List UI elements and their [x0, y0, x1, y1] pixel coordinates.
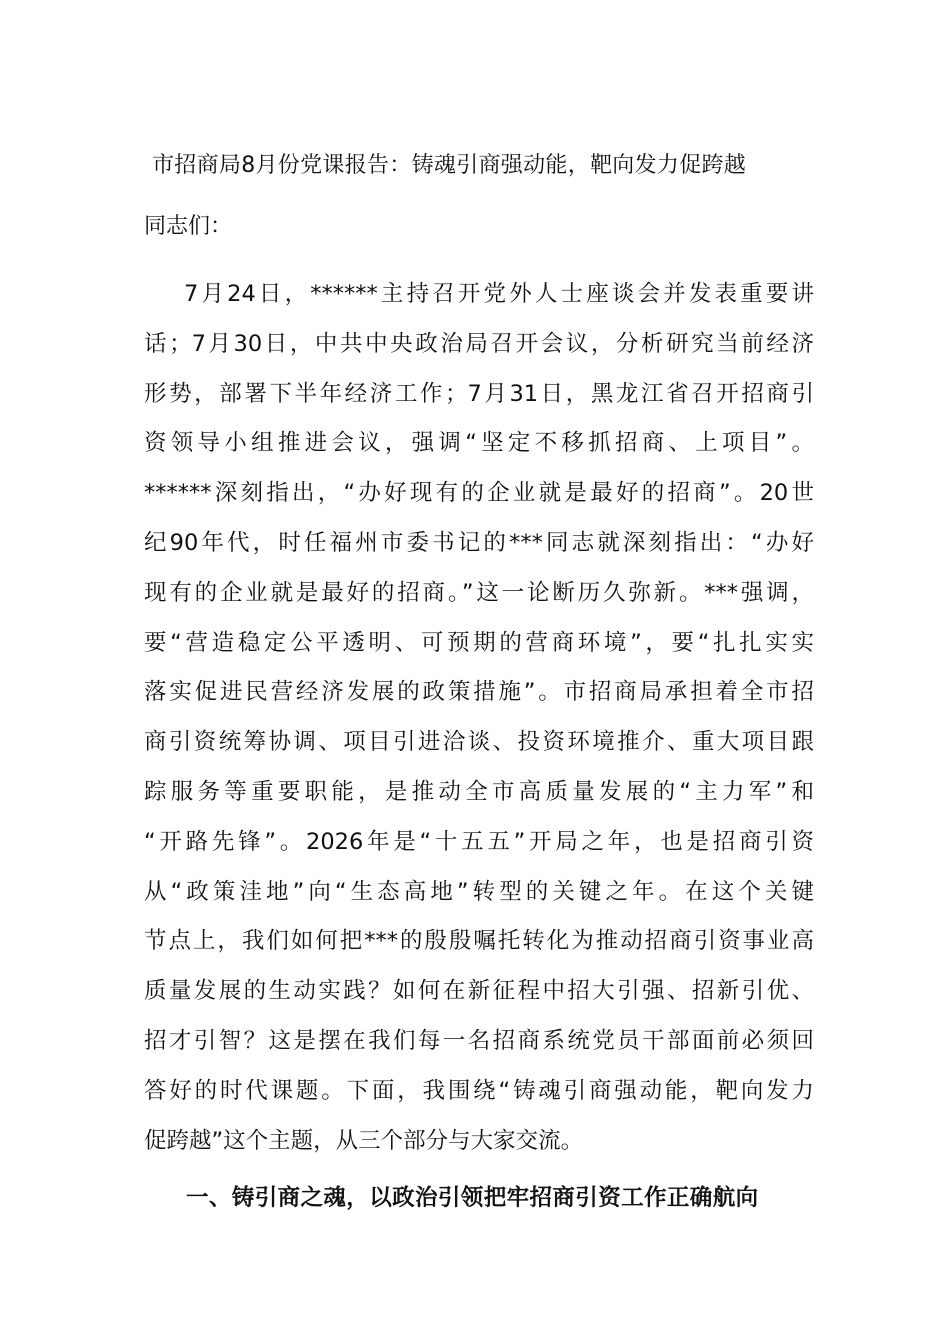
- paragraph-line: “开路先锋”。2026年是“十五五”开局之年，也是招商引资: [144, 828, 814, 855]
- paragraph-line: 节点上，我们如何把***的殷殷嘱托转化为推动招商引资事业高: [144, 928, 814, 955]
- paragraph-line: 促跨越”这个主题，从三个部分与大家交流。: [144, 1127, 584, 1154]
- body-paragraph: [144, 270, 814, 1166]
- paragraph-line: 招才引智？这是摆在我们每一名招商系统党员干部面前必须回: [144, 1027, 814, 1054]
- paragraph-line: 要“营造稳定公平透明、可预期的营商环境”，要“扎扎实实: [144, 629, 814, 656]
- paragraph-line: 从“政策洼地”向“生态高地”转型的关键之年。在这个关键: [144, 878, 814, 905]
- paragraph-line: 质量发展的生动实践？如何在新征程中招大引强、招新引优、: [144, 978, 814, 1005]
- paragraph-line: 答好的时代课题。下面，我围绕“铸魂引商强动能，靶向发力: [144, 1077, 814, 1104]
- paragraph-line: 形势，部署下半年经济工作；7月31日，黑龙江省召开招商引: [144, 380, 814, 407]
- section-heading: 一、铸引商之魂，以政治引领把牢招商引资工作正确航向: [186, 1185, 759, 1211]
- paragraph-line: 商引资统筹协调、项目引进洽谈、投资环境推介、重大项目跟: [144, 729, 814, 756]
- paragraph-line: 现有的企业就是最好的招商。”这一论断历久弥新。***强调，: [144, 579, 814, 606]
- paragraph-line: 踪服务等重要职能，是推动全市高质量发展的“主力军”和: [144, 778, 814, 805]
- paragraph-line: 7月24日，******主持召开党外人士座谈会并发表重要讲: [184, 281, 814, 307]
- paragraph-line: 纪90年代，时任福州市委书记的***同志就深刻指出：“办好: [144, 529, 814, 556]
- greeting: 同志们：: [144, 214, 233, 239]
- paragraph-line: 落实促进民营经济发展的政策措施”。市招商局承担着全市招: [144, 679, 814, 706]
- document-title: 市招商局8月份党课报告：铸魂引商强动能，靶向发力促跨越: [152, 153, 747, 178]
- paragraph-line: ******深刻指出，“办好现有的企业就是最好的招商”。20世: [144, 480, 814, 507]
- paragraph-line: 资领导小组推进会议，强调“坚定不移抓招商、上项目”。: [144, 430, 814, 457]
- paragraph-line: 话；7月30日，中共中央政治局召开会议，分析研究当前经济: [144, 330, 814, 357]
